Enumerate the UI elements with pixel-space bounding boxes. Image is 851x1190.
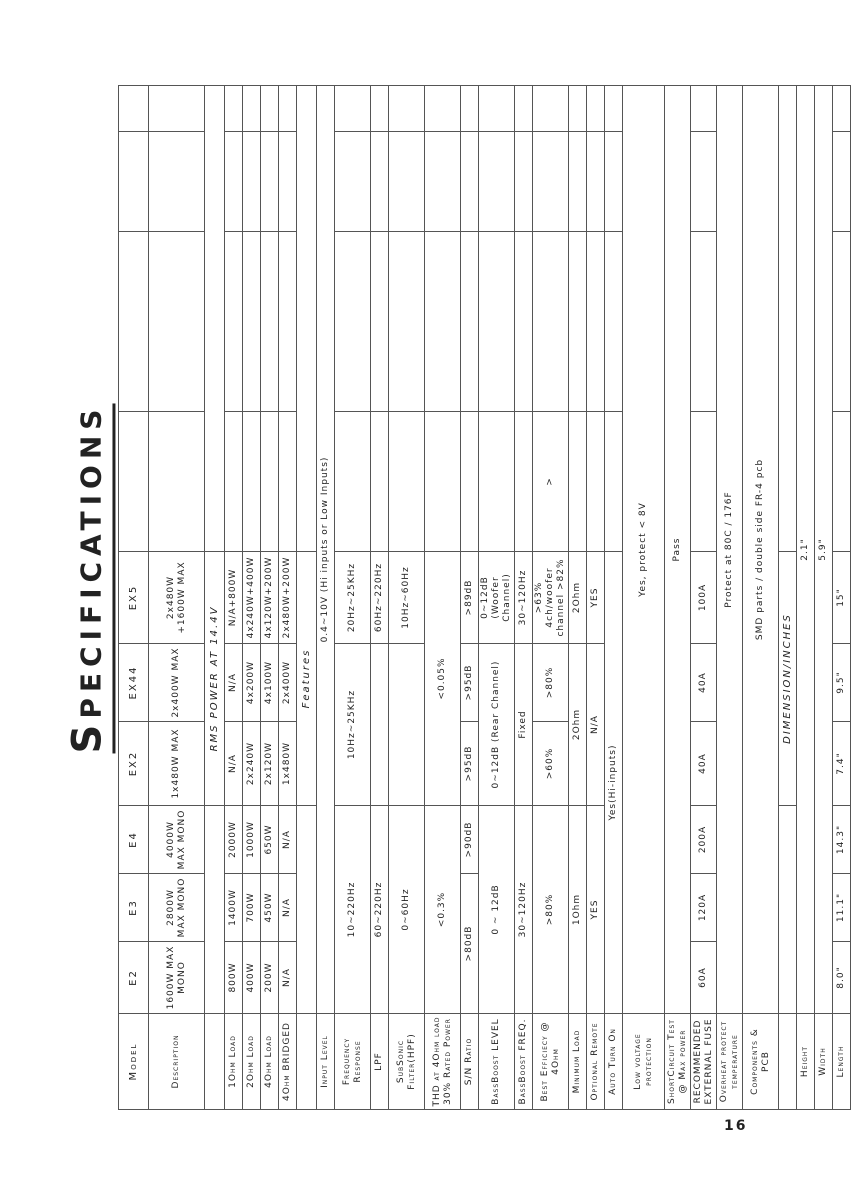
cell: 9.5" <box>833 644 851 722</box>
table-row <box>479 86 515 1110</box>
cell: 2x400W MAX <box>149 644 205 722</box>
blank-cell <box>833 86 851 132</box>
blank-cell <box>261 232 279 412</box>
table-row <box>587 86 605 1110</box>
cell: 1000W <box>243 806 261 874</box>
blank-cell <box>461 132 479 232</box>
blank-cell <box>261 412 279 552</box>
cell: 200W <box>261 942 279 1014</box>
table-row <box>261 86 279 1110</box>
blank-cell <box>587 232 605 412</box>
cell: 2.1" <box>797 86 815 1014</box>
table-row <box>743 86 779 1110</box>
row-label: LPF <box>371 1014 389 1110</box>
blank-cell <box>371 86 389 132</box>
blank-cell <box>335 232 371 412</box>
blank-cell <box>479 86 515 132</box>
section-spacer <box>779 1014 797 1110</box>
cell: 200A <box>691 806 717 874</box>
blank-cell <box>569 232 587 412</box>
table-row <box>225 86 243 1110</box>
blank-cell <box>461 412 479 552</box>
blank-cell <box>119 232 149 412</box>
blank-cell <box>515 232 533 412</box>
blank-cell <box>225 132 243 232</box>
blank-cell <box>425 232 461 412</box>
row-label: 1Ohm Load <box>225 1014 243 1110</box>
blank-cell <box>243 232 261 412</box>
cell: YES <box>587 552 605 644</box>
row-label: Overheat protect temperature <box>717 1014 743 1110</box>
cell: 8.0" <box>833 942 851 1014</box>
blank-cell <box>515 412 533 552</box>
blank-cell <box>335 412 371 552</box>
section-spacer <box>205 806 225 1014</box>
blank-cell <box>389 232 425 412</box>
table-row <box>533 86 569 1110</box>
cell: 60~220Hz <box>371 806 389 1014</box>
blank-cell <box>225 412 243 552</box>
cell: <0.3% <box>425 806 461 1014</box>
blank-cell <box>243 412 261 552</box>
cell: Fixed <box>515 644 533 806</box>
row-label: Width <box>815 1014 833 1110</box>
row-label: 4Ohm Load <box>261 1014 279 1110</box>
row-label: THD at 4Ohm load 30% Rated Power <box>425 1014 461 1110</box>
cell: 2x480W+200W <box>279 552 297 644</box>
blank-cell <box>149 412 205 552</box>
blank-cell <box>149 232 205 412</box>
blank-cell <box>243 86 261 132</box>
cell: 60Hz~220Hz <box>371 552 389 644</box>
row-label: Best Efficiecy @ 4Ohm <box>533 1014 569 1110</box>
section-spacer <box>297 86 317 552</box>
cell: 2x480W +1600W MAX <box>149 552 205 644</box>
row-label: Optional Remote <box>587 1014 605 1110</box>
row-label: Components & PCB <box>743 1014 779 1110</box>
row-label: RECOMMENDED EXTERNAL FUSE <box>691 1014 717 1110</box>
table-row <box>119 86 149 1110</box>
blank-cell <box>533 132 569 232</box>
cell: 14.3" <box>833 806 851 874</box>
blank-cell <box>533 86 569 132</box>
table-row <box>833 86 851 1110</box>
cell: Yes(Hi-inputs) <box>605 552 623 1014</box>
blank-cell <box>149 132 205 232</box>
cell: >89dB <box>461 552 479 644</box>
table-row <box>243 86 261 1110</box>
blank-cell <box>569 412 587 552</box>
blank-cell <box>833 132 851 232</box>
header-ex2: EX2 <box>119 722 149 806</box>
cell: 7.4" <box>833 722 851 806</box>
row-label: Minimum Load <box>569 1014 587 1110</box>
header-e3: E3 <box>119 874 149 942</box>
spec-table <box>118 85 851 1110</box>
blank-cell <box>243 132 261 232</box>
blank-cell <box>389 86 425 132</box>
blank-cell <box>119 86 149 132</box>
blank-cell <box>261 132 279 232</box>
table-row <box>815 86 833 1110</box>
cell: N/A <box>279 874 297 942</box>
cell: 800W <box>225 942 243 1014</box>
blank-cell <box>479 132 515 232</box>
cell: >63% 4ch/woofer channel >82% <box>533 552 569 644</box>
cell: 4x120W+200W <box>261 552 279 644</box>
cell: >80dB <box>461 874 479 1014</box>
row-label: Auto Turn On <box>605 1014 623 1110</box>
cell: 5.9" <box>815 86 833 1014</box>
blank-cell <box>149 86 205 132</box>
cell: 4000W MAX MONO <box>149 806 205 874</box>
blank-cell <box>691 412 717 552</box>
table-row <box>569 86 587 1110</box>
cell: 100A <box>691 552 717 644</box>
cell: 60A <box>691 942 717 1014</box>
blank-cell <box>605 412 623 552</box>
blank-cell <box>389 412 425 552</box>
row-label: ShortCircuit Test @ Max power <box>665 1014 691 1110</box>
row-label: Length <box>833 1014 851 1110</box>
cell: YES <box>587 806 605 1014</box>
blank-cell <box>587 412 605 552</box>
row-label: Description <box>149 1014 205 1110</box>
blank-cell <box>533 232 569 412</box>
cell: 0 ~ 12dB <box>479 806 515 1014</box>
cell: 450W <box>261 874 279 942</box>
blank-cell <box>261 86 279 132</box>
cell: N/A+800W <box>225 552 243 644</box>
section-spacer <box>779 806 797 1014</box>
blank-cell <box>279 232 297 412</box>
table-row <box>389 86 425 1110</box>
cell: >95dB <box>461 644 479 722</box>
blank-cell <box>425 132 461 232</box>
blank-cell <box>833 412 851 552</box>
row-label: SubSonic Filter(HPF) <box>389 1014 425 1110</box>
section-power: RMS POWER AT 14.4V <box>205 552 225 806</box>
row-label: BassBoost LEVEL <box>479 1014 515 1110</box>
blank-cell <box>119 412 149 552</box>
section-spacer <box>297 1014 317 1110</box>
cell: 4x240W+400W <box>243 552 261 644</box>
cell: 10Hz~60Hz <box>389 552 425 644</box>
cell: 1Ohm <box>569 806 587 1014</box>
page-number: 16 <box>724 1118 748 1134</box>
header-e4: E4 <box>119 806 149 874</box>
page-title: Specifications <box>60 378 120 778</box>
blank-cell <box>515 86 533 132</box>
table-row <box>279 86 297 1110</box>
cell: N/A <box>279 942 297 1014</box>
blank-cell <box>425 412 461 552</box>
cell: 2x400W <box>279 644 297 722</box>
blank-cell <box>605 232 623 412</box>
cell: 10Hz~25KHz <box>335 644 371 806</box>
table-row <box>317 86 335 1110</box>
cell: N/A <box>279 806 297 874</box>
cell: 4x100W <box>261 644 279 722</box>
cell: SMD parts / double side FR-4 pcb <box>743 86 779 1014</box>
cell: 1400W <box>225 874 243 942</box>
table-row <box>515 86 533 1110</box>
blank-cell <box>569 86 587 132</box>
cell: 700W <box>243 874 261 942</box>
row-label: Low voltage protection <box>623 1014 665 1110</box>
blank-cell <box>515 132 533 232</box>
cell: Pass <box>665 86 691 1014</box>
cell: 2x120W <box>261 722 279 806</box>
blank-cell <box>569 132 587 232</box>
cell: 30~120Hz <box>515 806 533 1014</box>
section-spacer <box>297 806 317 1014</box>
table-row <box>149 86 205 1110</box>
cell: 2x240W <box>243 722 261 806</box>
cell: 10~220Hz <box>335 806 371 1014</box>
cell: >80% <box>533 806 569 1014</box>
cell: Yes, protect < 8V <box>623 86 665 1014</box>
cell: 40A <box>691 722 717 806</box>
cell: 2Ohm <box>569 644 587 806</box>
table-row <box>297 86 317 1110</box>
row-label: S/N Ratio <box>461 1014 479 1110</box>
spec-table-container <box>118 86 846 1110</box>
cell: 0~12dB (Woofer Channel) <box>479 552 515 644</box>
table-row <box>623 86 665 1110</box>
cell: 30~120Hz <box>515 552 533 644</box>
blank-cell <box>691 132 717 232</box>
cell: Protect at 80C / 176F <box>717 86 743 1014</box>
cell: 2000W <box>225 806 243 874</box>
cell: 0.4~10V (Hi inputs or Low Inputs) <box>317 86 335 1014</box>
cell: >80% <box>533 644 569 722</box>
blank-cell <box>371 132 389 232</box>
blank-cell <box>587 86 605 132</box>
cell: 1x480W MAX <box>149 722 205 806</box>
cell <box>371 644 389 806</box>
cell: > <box>533 412 569 552</box>
cell: 40A <box>691 644 717 722</box>
cell: <0.05% <box>425 552 461 806</box>
row-label: Height <box>797 1014 815 1110</box>
blank-cell <box>691 232 717 412</box>
row-label: 2Ohm Load <box>243 1014 261 1110</box>
cell: 1600W MAX MONO <box>149 942 205 1014</box>
table-row <box>605 86 623 1110</box>
row-label: Input Level <box>317 1014 335 1110</box>
cell: 650W <box>261 806 279 874</box>
header-ex44: EX44 <box>119 644 149 722</box>
cell: 11.1" <box>833 874 851 942</box>
cell: >90dB <box>461 806 479 874</box>
blank-cell <box>225 232 243 412</box>
blank-cell <box>479 232 515 412</box>
blank-cell <box>605 132 623 232</box>
blank-cell <box>371 232 389 412</box>
row-label: 4Ohm BRIDGED <box>279 1014 297 1110</box>
blank-cell <box>335 132 371 232</box>
section-spacer <box>205 1014 225 1110</box>
blank-cell <box>691 86 717 132</box>
cell: N/A <box>225 722 243 806</box>
table-row <box>665 86 691 1110</box>
blank-cell <box>119 132 149 232</box>
cell: 400W <box>243 942 261 1014</box>
blank-cell <box>833 232 851 412</box>
blank-cell <box>279 132 297 232</box>
cell <box>389 644 425 806</box>
cell: 0~12dB (Rear Channel) <box>479 644 515 806</box>
header-model: Model <box>119 1014 149 1110</box>
cell: >95dB <box>461 722 479 806</box>
blank-cell <box>335 86 371 132</box>
blank-cell <box>425 86 461 132</box>
cell: 4x200W <box>243 644 261 722</box>
table-row <box>691 86 717 1110</box>
header-e2: E2 <box>119 942 149 1014</box>
cell: 0~60Hz <box>389 806 425 1014</box>
blank-cell <box>279 86 297 132</box>
section-spacer <box>779 86 797 552</box>
cell: 2Ohm <box>569 552 587 644</box>
table-row <box>461 86 479 1110</box>
row-label: Frequency Response <box>335 1014 371 1110</box>
section-features: Features <box>297 552 317 806</box>
blank-cell <box>279 412 297 552</box>
blank-cell <box>461 232 479 412</box>
row-label: BassBoost FREQ. <box>515 1014 533 1110</box>
table-row <box>371 86 389 1110</box>
blank-cell <box>371 412 389 552</box>
cell: >60% <box>533 722 569 806</box>
blank-cell <box>389 132 425 232</box>
table-row <box>335 86 371 1110</box>
cell: N/A <box>225 644 243 722</box>
cell: 15" <box>833 552 851 644</box>
table-row <box>797 86 815 1110</box>
cell: 1x480W <box>279 722 297 806</box>
blank-cell <box>605 86 623 132</box>
table-row <box>717 86 743 1110</box>
table-row <box>205 86 225 1110</box>
blank-cell <box>461 86 479 132</box>
cell: 20Hz~25KHz <box>335 552 371 644</box>
table-row <box>779 86 797 1110</box>
blank-cell <box>225 86 243 132</box>
table-row <box>425 86 461 1110</box>
section-spacer <box>205 86 225 552</box>
cell: 120A <box>691 874 717 942</box>
header-ex5: EX5 <box>119 552 149 644</box>
section-dimension: DIMENSION/INCHES <box>779 552 797 806</box>
cell: N/A <box>587 644 605 806</box>
blank-cell <box>587 132 605 232</box>
blank-cell <box>479 412 515 552</box>
cell: 2800W MAX MONO <box>149 874 205 942</box>
